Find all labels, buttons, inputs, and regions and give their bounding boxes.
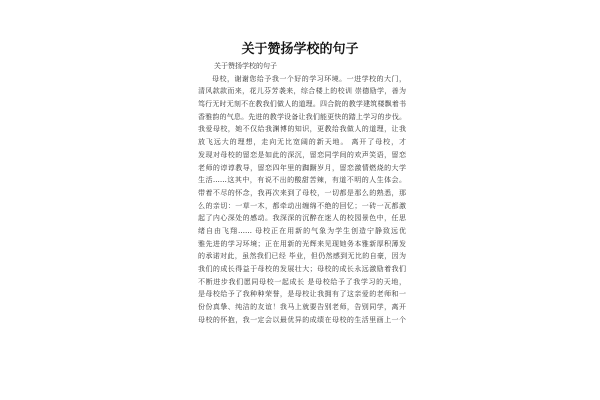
text-line: 放飞远大的理想，走向无比宽阔的新天地。 离开了母校，才 [198, 138, 406, 147]
document-subtitle: 关于赞扬学校的句子 [214, 62, 277, 70]
text-line: 香雅韵的气息。先进的教学设备让我们能更快的踏上学习的步伐。 [198, 112, 406, 121]
text-line: 是母校给予了我种种荣誉，是母校让我拥有了这亲爱的老师和一 [198, 290, 406, 299]
text-line: 的承诺对此，虽然我们已经 毕业，但仍然感到无比的自豪，因为 [198, 252, 406, 261]
text-line: 不断进步我们愿同母校一起成长 是母校给予了我学习的天地， [198, 277, 406, 286]
page-title: 关于赞扬学校的句子 [241, 42, 359, 57]
text-line: 母校，谢谢您给予我一个好的学习环境。一进学校的大门， [212, 74, 406, 83]
text-line: 生活……这其中，有说不出的酸甜苦辣，有道不明的人生体会。 [198, 176, 406, 185]
text-line: 起了内心深处的感动。我深深的沉醉在迷人的校园景色中，任思 [198, 214, 406, 223]
text-line: 母校的怀抱，我一定会以最优异的成绩在母校的生活里画上一个 [198, 315, 406, 324]
document-body [198, 60, 406, 326]
text-line: 我们的成长得益于母校的发展壮大；母校的成长永远激励着我们 [198, 265, 406, 273]
text-line: 笃行无时无刻不在教我们做人的道理。四合院的教学建筑楼飘着书 [198, 100, 406, 109]
text-line: 份份真挚、纯洁的友谊！我马上就要告别老师，告别同学，离开 [198, 303, 406, 312]
text-line: 老师的谆谆教导，留恋四年里的踟蹰岁月，留恋激情燃烧的大学 [198, 163, 406, 172]
text-line: 么的亲切：一草一木，都牵动出缠绵不绝的回忆；一砖一瓦都激 [198, 201, 406, 210]
text-line: 带着不尽的怀念，我再次来到了母校，一切都是那么的熟悉，那 [198, 188, 406, 197]
text-line: 清风款款而来，花儿芬芳袭来，综合楼上的校训 崇德励学，善为 [198, 87, 406, 96]
text-line: 绪自由飞翔…… 母校正在用新的气象为学生创造宁静致远优 [198, 226, 406, 235]
text-line: 发现对母校的留恋是如此的深沉，留恋同学间的欢声笑语，留恋 [198, 150, 406, 159]
text-line: 我爱母校，她不仅给我渊博的知识，更教给我做人的道理，让我 [198, 125, 406, 134]
text-line: 雅先进的学习环境；正在用新的光辉来见现她务本雅新厚积薄发 [198, 239, 406, 248]
